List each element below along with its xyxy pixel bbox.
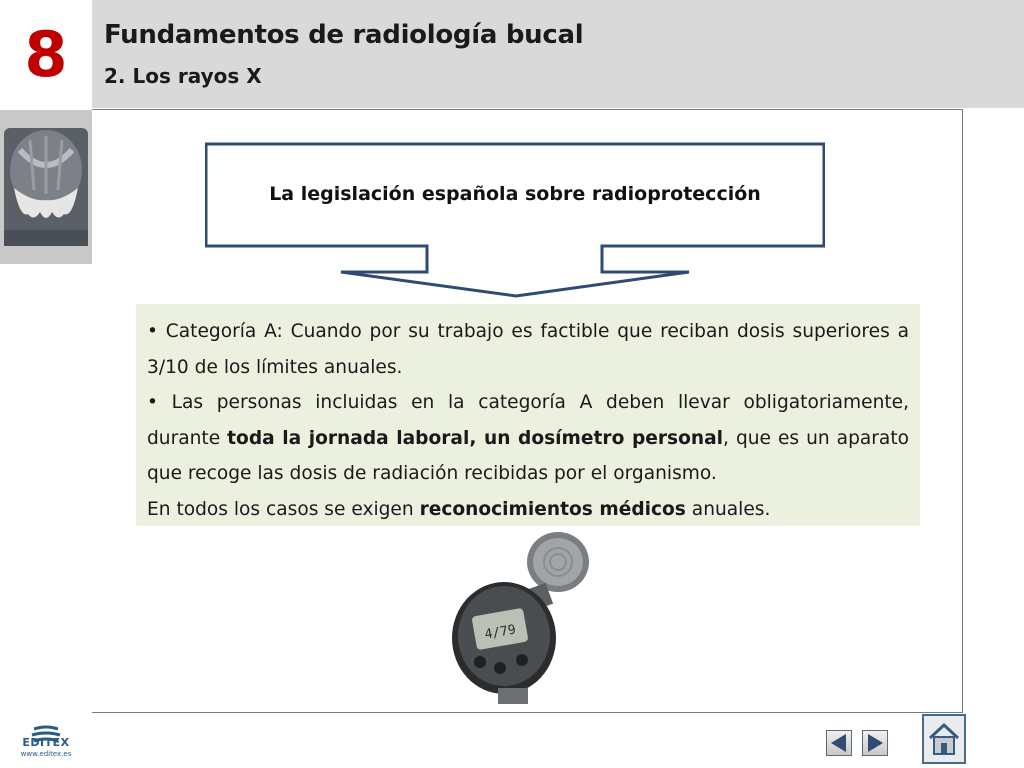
paragraph-reconocimientos xyxy=(147,492,909,528)
page-subtitle: 2. Los rayos X xyxy=(104,64,262,88)
callout-arrow-shape xyxy=(205,142,825,298)
triangle-right-icon xyxy=(863,731,887,755)
previous-slide-button[interactable] xyxy=(826,730,852,756)
paragraph-dosimetro-text-b: , que es un aparato que recoge las dosis de radiación recibidas por el organismo. xyxy=(147,427,909,484)
triangle-left-icon xyxy=(827,731,851,755)
paragraph-dosimetro xyxy=(147,385,909,492)
paragraph-dosimetro-text-a: • Las personas incluidas en la categoría A deben llevar obligatoriamente, durante xyxy=(147,392,909,449)
page-title: Fundamentos de radiología bucal xyxy=(104,20,584,50)
house-icon xyxy=(924,716,964,762)
paragraph-reconocimientos-text-b: anuales. xyxy=(685,498,771,520)
next-slide-button[interactable] xyxy=(862,730,888,756)
editex-logo-url: www.editex.es xyxy=(20,750,72,758)
home-button[interactable] xyxy=(922,714,966,764)
chapter-number: 8 xyxy=(0,0,92,108)
paragraph-reconocimientos-text-a: En todos los casos se exigen xyxy=(147,498,420,520)
header-band xyxy=(92,0,1024,108)
editex-logo-name: EDITEX xyxy=(22,736,70,749)
dosimeter-image xyxy=(440,528,590,708)
content-text-box xyxy=(136,304,920,526)
dental-xray-image xyxy=(0,110,92,264)
paragraph-dosimetro-bold: toda la jornada laboral, un dosímetro personal xyxy=(227,427,724,449)
svg-text:4/79: 4/79 xyxy=(483,622,517,643)
paragraph-reconocimientos-bold: reconocimientos médicos xyxy=(419,498,686,520)
paragraph-categoria-a: • Categoría A: Cuando por su trabajo es factible que reciban dosis superiores a 3/10 de los límites anuales. xyxy=(147,321,909,378)
callout-label: La legislación española sobre radioprotección xyxy=(269,183,761,205)
